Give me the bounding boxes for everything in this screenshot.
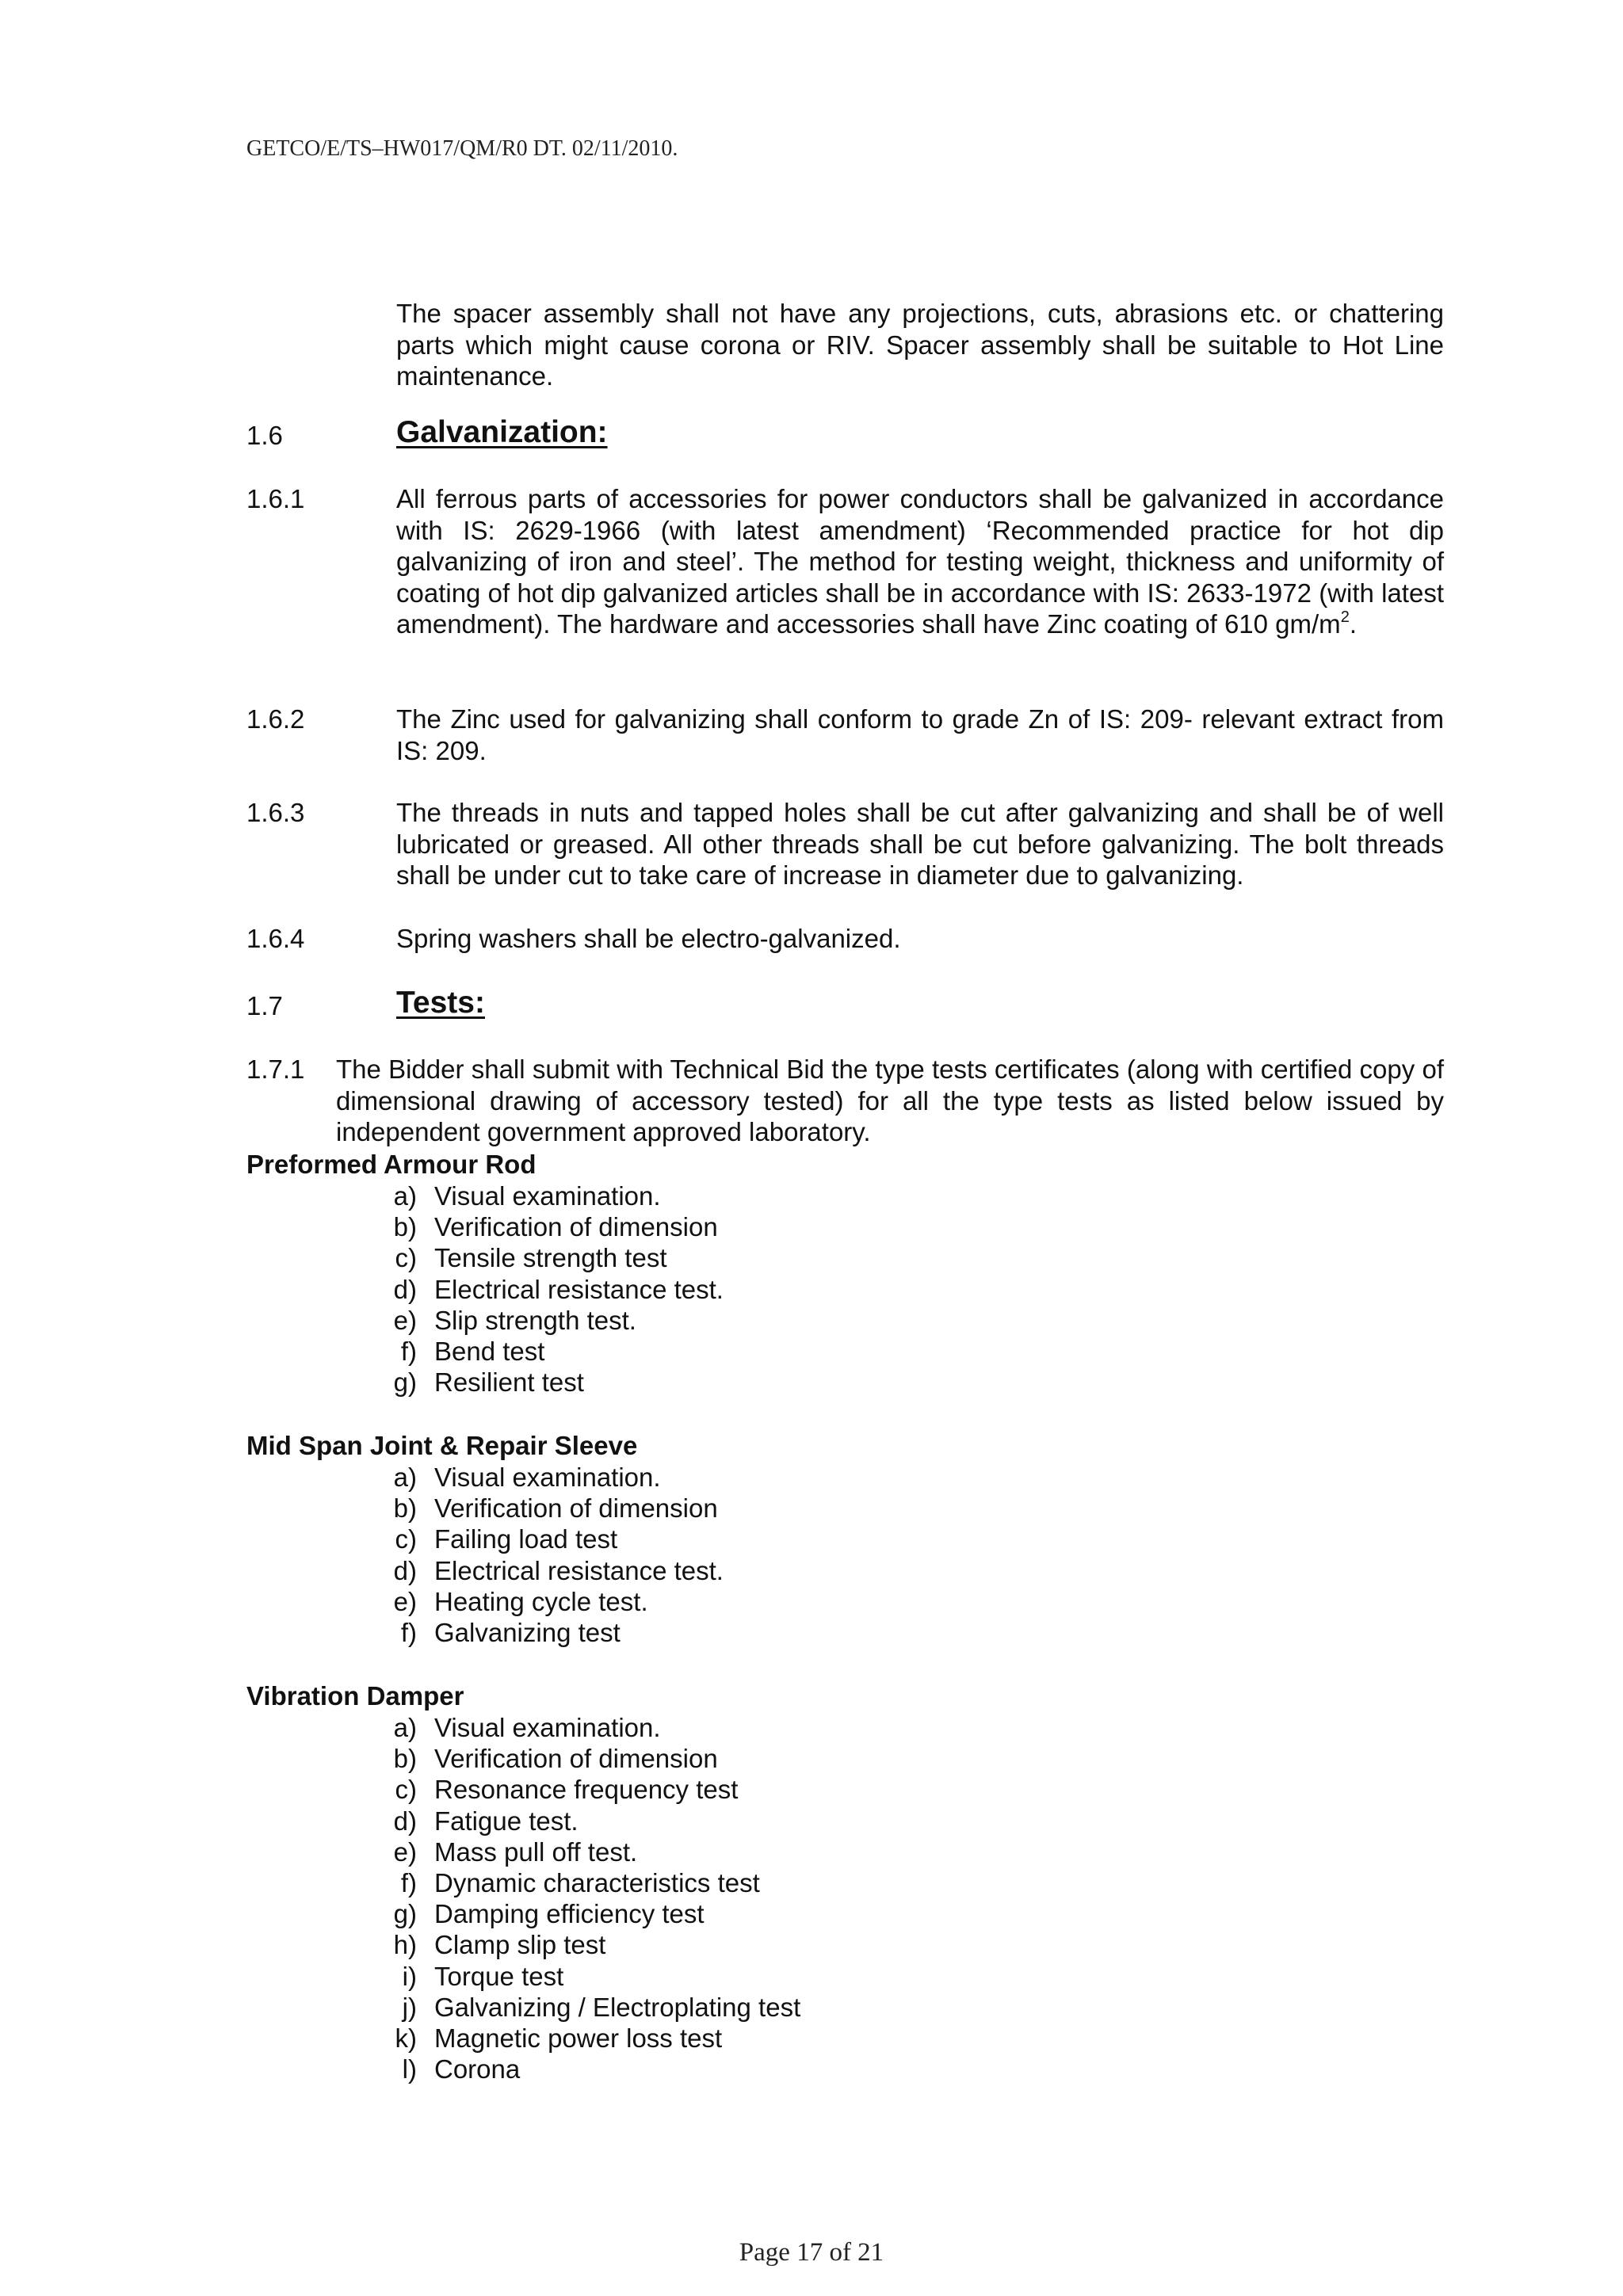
section-number-1-6-1: 1.6.1 <box>246 484 305 513</box>
list-item: c) Resonance frequency test <box>395 1775 739 1805</box>
section-heading-galvanization: Galvanization: <box>396 415 608 449</box>
test-list-vibration-damper <box>385 1712 800 2084</box>
list-item: f) Galvanizing test <box>400 1618 621 1648</box>
section-number-1-6-3: 1.6.3 <box>246 798 305 827</box>
list-item: e) Heating cycle test. <box>393 1586 648 1616</box>
list-item: c) Tensile strength test <box>395 1243 667 1273</box>
section-number-1-7-1: 1.7.1 <box>246 1055 305 1084</box>
test-group-title-mid-span-joint: Mid Span Joint & Repair Sleeve <box>246 1431 638 1460</box>
list-item: f) Bend test <box>400 1337 545 1367</box>
list-item: i) Torque test <box>402 1961 564 1991</box>
section-number-1-6: 1.6 <box>246 421 283 450</box>
list-item: f) Dynamic characteristics test <box>400 1868 760 1898</box>
list-item: a) Visual examination. <box>393 1181 661 1211</box>
list-item: e) Slip strength test. <box>393 1305 636 1335</box>
list-item: a) Visual examination. <box>393 1463 661 1492</box>
page-number-footer: Page 17 of 21 <box>739 2238 884 2267</box>
section-heading-tests: Tests: <box>396 986 485 1020</box>
test-group-title-vibration-damper: Vibration Damper <box>246 1681 464 1711</box>
list-item: e) Mass pull off test. <box>393 1836 638 1867</box>
document-header: GETCO/E/TS–HW017/QM/R0 DT. 02/11/2010. <box>246 136 678 161</box>
list-item: d) Electrical resistance test. <box>393 1274 724 1304</box>
list-item: l) Corona <box>402 2054 521 2084</box>
list-item: d) Electrical resistance test. <box>393 1555 724 1585</box>
section-text-1-6-1: All ferrous parts of accessories for power conductors shall be galvanized in accordance with IS: 2629-1966 (with latest amendment) ‘Recommended practice for hot dip galvanizing of iron and steel’. The method for testing weight, thickness and uniformity of coating of hot dip galvanized articles shall be in accordance with IS: 2633-1972 (with latest amendment). The hardware and accessories shall have Zinc coating of 610 $gm/m^2$. <box>396 484 1444 639</box>
list-item: j) Galvanizing / Electroplating test <box>402 1992 801 2022</box>
section-text-1-6-2: The Zinc used for galvanizing shall conform to grade Zn of IS: 209- relevant extract from IS: 209. <box>396 704 1444 765</box>
test-list-preformed-armour-rod <box>385 1180 724 1398</box>
list-item: b) Verification of dimension <box>393 1744 718 1774</box>
list-item: c) Failing load test <box>395 1524 618 1554</box>
test-group-title-preformed-armour-rod: Preformed Armour Rod <box>246 1150 537 1179</box>
section-text-1-6-3: The threads in nuts and tapped holes shall be cut after galvanizing and shall be of well lubricated or greased. All other threads shall be cut before galvanizing. The bolt threads shall be under cut to take care of increase in diameter due to galvanizing. <box>396 798 1444 890</box>
list-item: k) Magnetic power loss test <box>395 2023 723 2054</box>
list-item: h) Clamp slip test <box>393 1930 606 1960</box>
section-text-1-7-1: The Bidder shall submit with Technical Bid the type tests certificates (along with certified copy of dimensional drawing of accessory tested) for all the type tests as listed below issued by independent government approved laboratory. <box>336 1055 1444 1146</box>
section-text-1-6-4: Spring washers shall be electro-galvanized. <box>396 924 901 953</box>
section-number-1-6-4: 1.6.4 <box>246 924 305 953</box>
section-number-1-7: 1.7 <box>246 991 283 1020</box>
list-item: b) Verification of dimension <box>393 1493 718 1524</box>
list-item: d) Fatigue test. <box>393 1806 579 1836</box>
list-item: g) Damping efficiency test <box>393 1899 705 1929</box>
intro-paragraph: The spacer assembly shall not have any projections, cuts, abrasions etc. or chattering parts which might cause corona or RIV. Spacer assembly shall be suitable to Hot Line maintenance. <box>396 299 1444 391</box>
test-list-mid-span-joint <box>385 1462 724 1648</box>
list-item: g) Resilient test <box>393 1367 584 1398</box>
list-item: b) Verification of dimension <box>393 1212 718 1242</box>
list-item: a) Visual examination. <box>393 1713 661 1742</box>
section-number-1-6-2: 1.6.2 <box>246 704 305 734</box>
